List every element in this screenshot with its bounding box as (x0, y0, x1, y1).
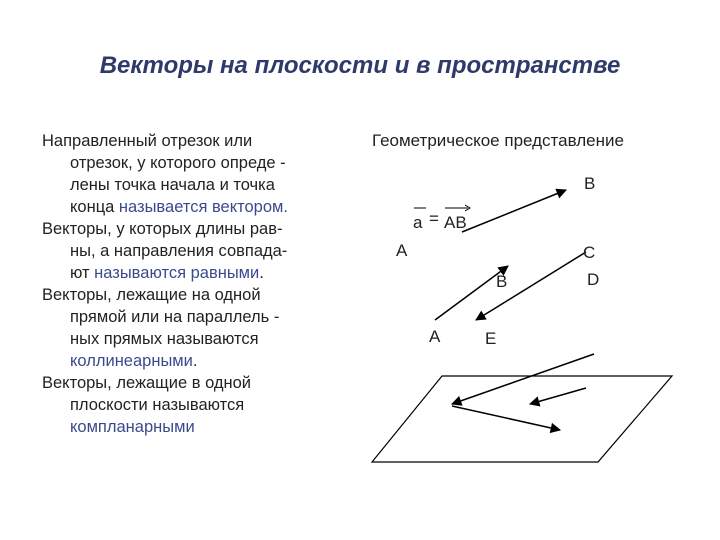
coplanar-vector-3 (452, 406, 560, 430)
highlighted-term: называются равными (94, 264, 260, 282)
label-a-low: A (429, 327, 441, 346)
text-fragment: ют (70, 264, 95, 282)
vector-ab-top (462, 190, 566, 232)
text-line: плоскости называются (70, 396, 245, 414)
page-title: Векторы на плоскости и в пространстве (99, 52, 621, 79)
text-line: прямой или на параллель - (70, 308, 280, 326)
text-line: ных прямых называются (70, 330, 259, 348)
highlighted-term: коллинеарными (70, 352, 193, 370)
highlighted-term: называется вектором. (118, 198, 288, 216)
text-line: Векторы, лежащие на одной (42, 286, 261, 304)
text-line: лены точка начала и точка (70, 176, 275, 194)
text-line: ны, а направления совпада- (70, 242, 288, 260)
label-e: E (485, 329, 497, 348)
label-a-mid: A (396, 241, 408, 260)
plane-parallelogram (372, 376, 672, 462)
label-b-top: B (584, 174, 596, 193)
text-fragment: конца (70, 198, 119, 216)
vector-cd-ce (476, 252, 586, 320)
label-a-vector: a (413, 213, 423, 232)
highlighted-term: компланарными (70, 418, 195, 436)
text-fragment: . (259, 264, 264, 282)
geometric-heading: Геометрическое представление (372, 131, 624, 150)
text-line: отрезок, у которого опреде - (70, 154, 286, 172)
label-b-mid: B (496, 272, 508, 291)
text-line: Направленный отрезок или (42, 132, 253, 150)
text-line: Векторы, лежащие в одной (42, 374, 252, 392)
coplanar-vector-2 (530, 388, 586, 404)
text-line: Векторы, у которых длины рав- (42, 220, 283, 238)
label-d: D (587, 270, 600, 289)
coplanar-vector-1 (452, 354, 594, 404)
label-equals: = (429, 209, 439, 228)
label-ab: AB (444, 213, 467, 232)
label-c: C (583, 243, 596, 262)
text-fragment: . (192, 352, 198, 370)
vector-notation (413, 205, 470, 232)
